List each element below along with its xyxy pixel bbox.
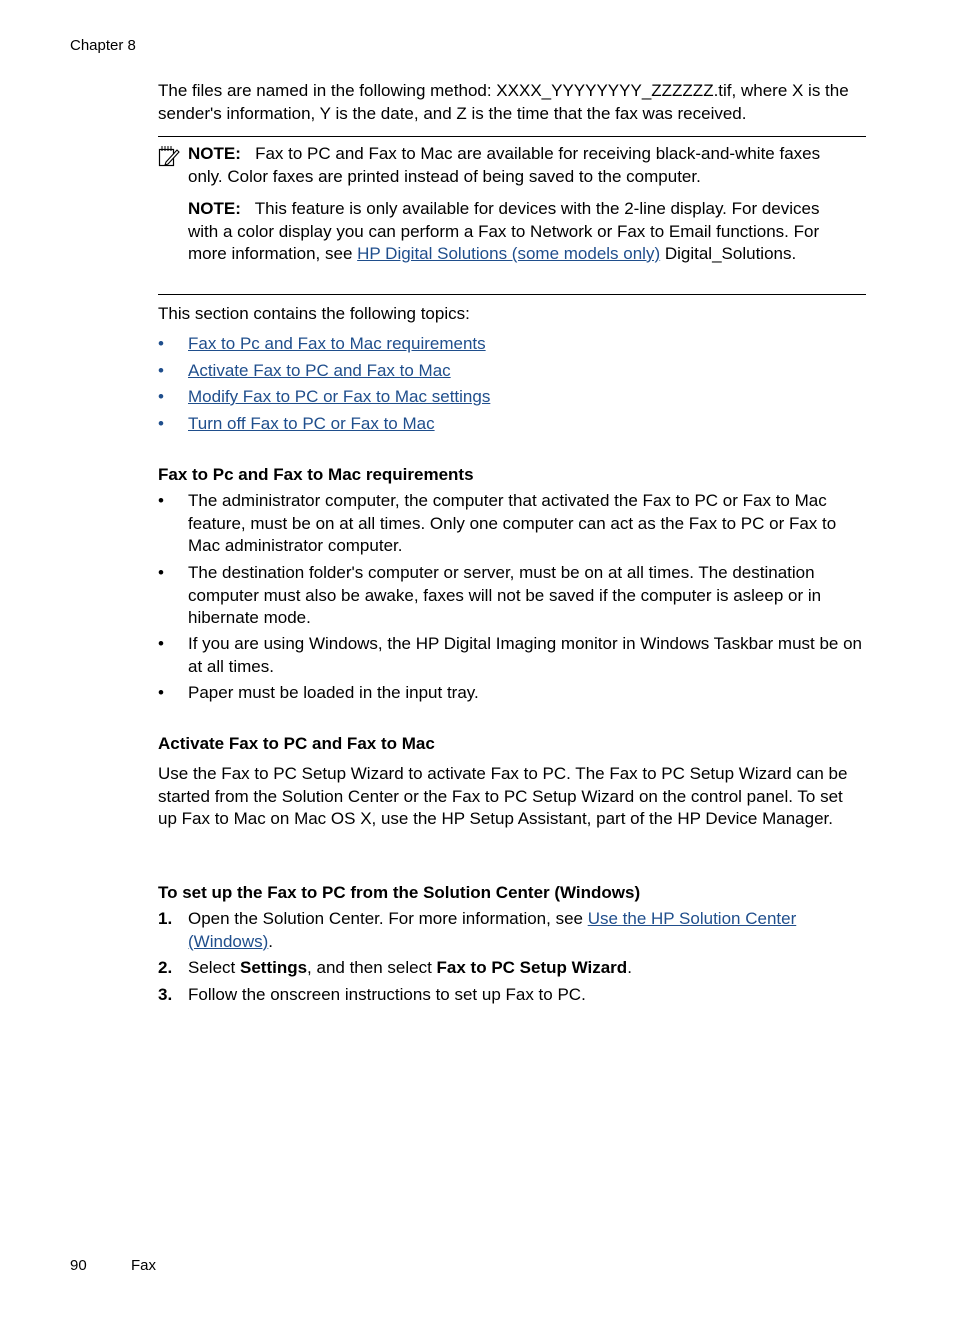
- note-fax-receiving: [188, 143, 848, 188]
- topic-link-turn-off[interactable]: Turn off Fax to PC or Fax to Mac: [188, 414, 435, 433]
- step-text: Open the Solution Center. For more information, see: [188, 909, 588, 928]
- setup-heading: To set up the Fax to PC from the Solution Center (Windows): [158, 883, 641, 902]
- list-bullet: •: [158, 634, 164, 653]
- requirement-item: If you are using Windows, the HP Digital Imaging monitor in Windows Taskbar must be on at all times.: [188, 634, 863, 676]
- step-number: 2.: [158, 958, 173, 977]
- note-icon: [158, 145, 180, 167]
- step-text: Select: [188, 958, 240, 977]
- requirement-item: The administrator computer, the computer that activated the Fax to PC or Fax to Mac feature, must be on at all times. Only one computer can act as the Fax to PC or Fax to Mac administrator computer.: [188, 491, 837, 555]
- note-bottom-rule: [158, 294, 866, 295]
- list-bullet: •: [158, 563, 164, 582]
- requirement-item: Paper must be loaded in the input tray.: [188, 683, 479, 702]
- topic-link-activate[interactable]: Activate Fax to PC and Fax to Mac: [188, 361, 451, 380]
- step-number: 1.: [158, 909, 173, 928]
- activate-paragraph: Use the Fax to PC Setup Wizard to activate Fax to PC. The Fax to PC Setup Wizard can be started from the Solution Center or the Fax to PC Setup Wizard on the control panel. To set up Fax to Mac on Mac OS X, use the HP Setup Assistant, part of the HP Device Manager.: [158, 764, 848, 828]
- topic-bullet: •: [158, 414, 164, 433]
- step-item: Follow the onscreen instructions to set up Fax to PC.: [188, 985, 586, 1004]
- activate-heading: Activate Fax to PC and Fax to Mac: [158, 734, 435, 753]
- hp-digital-solutions-link[interactable]: HP Digital Solutions (some models only): [357, 244, 661, 263]
- page-number: 90: [70, 1257, 87, 1274]
- step-item: [188, 957, 868, 980]
- topics-intro: This section contains the following topics:: [158, 304, 470, 323]
- note-text-after: Digital_Solutions.: [660, 244, 797, 263]
- step-bold-settings: Settings: [239, 958, 308, 977]
- topic-bullet: •: [158, 361, 164, 380]
- note-label: NOTE:: [188, 199, 241, 218]
- hp-solution-center-link[interactable]: Use the HP Solution Center (Windows): [188, 909, 797, 951]
- note-label: NOTE:: [188, 144, 241, 163]
- note-top-rule: [158, 136, 866, 137]
- page-header-chapter: Chapter 8: [70, 37, 136, 54]
- step-text-after: .: [268, 931, 274, 951]
- note-two-line-display: [188, 198, 848, 266]
- note-text: This feature is only available for devices with the 2-line display. For devices with a color display you can perform a Fax to Network or Fax to Email functions. For more information, see: [188, 199, 820, 263]
- step-number: 3.: [158, 985, 173, 1004]
- footer-section: Fax: [131, 1257, 157, 1274]
- list-bullet: •: [158, 683, 164, 702]
- topic-link-requirements[interactable]: Fax to Pc and Fax to Mac requirements: [188, 334, 486, 353]
- note-text: Fax to PC and Fax to Mac are available for receiving black-and-white faxes only. Color faxes are printed instead of being saved to the computer.: [188, 144, 821, 186]
- step-item: [188, 908, 868, 953]
- step-text: , and then select: [307, 958, 437, 977]
- list-bullet: •: [158, 491, 164, 510]
- topic-bullet: •: [158, 387, 164, 406]
- requirements-heading: Fax to Pc and Fax to Mac requirements: [158, 465, 474, 484]
- requirement-item: The destination folder's computer or server, must be on at all times. The destination computer must also be awake, faxes will not be saved if the computer is asleep or in hibernate mode.: [188, 563, 822, 627]
- step-bold-wizard: Fax to PC Setup Wizard: [436, 958, 628, 977]
- step-text: .: [627, 958, 632, 977]
- topic-link-modify[interactable]: Modify Fax to PC or Fax to Mac settings: [188, 387, 491, 406]
- topic-bullet: •: [158, 334, 164, 353]
- intro-paragraph: The files are named in the following method: XXXX_YYYYYYYY_ZZZZZZ.tif, where X is the sender's information, Y is the date, and Z is the time that the fax was received.: [158, 81, 849, 123]
